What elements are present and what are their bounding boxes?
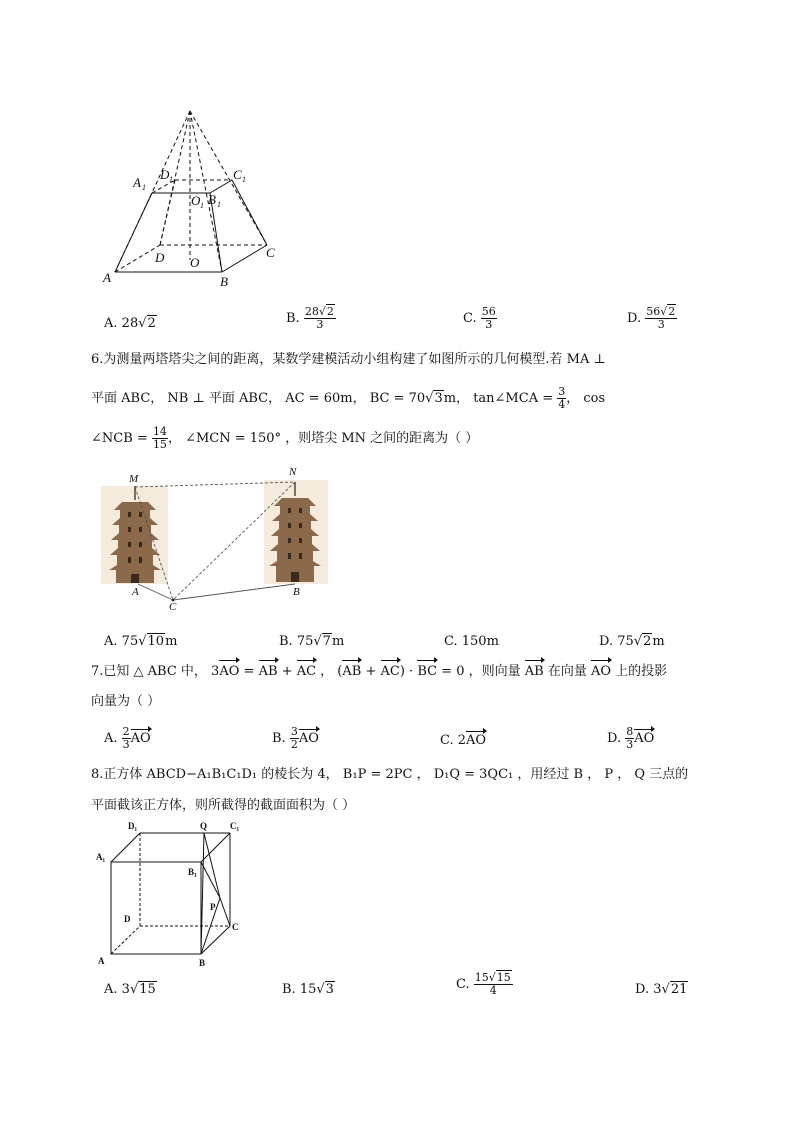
label-A1: A₁	[96, 852, 106, 862]
svg-text:1: 1	[169, 175, 173, 184]
label-C1: C₁	[230, 821, 240, 831]
q5-option-c[interactable]: C. $\frac{56}{3}$	[463, 305, 496, 331]
label-C1: C	[233, 167, 242, 182]
label-C: C	[232, 922, 239, 932]
label-B1: B₁	[188, 867, 197, 877]
label-D1: D	[160, 167, 170, 182]
q8-line2: 平面截该正方体，则所截得的截面面积为（ ）	[91, 798, 356, 813]
q7-line2: 向量为（ ）	[91, 694, 161, 709]
label-B: B	[199, 958, 206, 968]
q7-option-d[interactable]: D. $\frac{8}{3}$ AO	[607, 725, 655, 751]
q8-option-c[interactable]: C. $\frac{15√15}{4}$	[456, 971, 511, 997]
cube-figure	[90, 818, 250, 968]
svg-text:1: 1	[217, 200, 221, 209]
q7-option-c[interactable]: C. 2AO	[440, 733, 487, 748]
q6-option-c[interactable]: C. 150m	[444, 634, 499, 649]
label-B: B	[220, 274, 228, 289]
svg-text:1: 1	[242, 175, 246, 184]
label-O1: O	[191, 193, 201, 208]
label-A: A	[98, 956, 105, 966]
label-A: A	[103, 270, 111, 285]
q5-option-a[interactable]: A. 28√2	[104, 316, 156, 331]
q6-option-b[interactable]: B. 75√7m	[279, 634, 345, 649]
label-Q: Q	[200, 821, 208, 831]
q7-option-a[interactable]: A. $\frac{2}{3}$ AO	[104, 725, 151, 751]
q8-option-a[interactable]: A. 3√15	[104, 982, 156, 997]
q6-line3: ∠NCB = $\frac{14}{15}$ ， ∠MCN = 150° ，则塔尖 MN 之间的距离为（ ）	[91, 425, 479, 451]
label-N: N	[289, 466, 297, 478]
label-A1: A	[133, 175, 141, 190]
svg-text:1: 1	[200, 201, 204, 210]
q6-line1: 6.为测量两塔塔尖之间的距离，某数学建模活动小组构建了如图所示的几何模型.若 MA ⊥	[91, 352, 606, 367]
label-B: B	[293, 586, 300, 598]
pagoda-figure	[98, 462, 338, 610]
label-B1: B	[208, 192, 216, 207]
q7-line1: 7.已知 △ ABC 中， 3AO = AB + AC ， (AB + AC) · BC = 0 ，则向量 AB 在向量 AO 上的投影	[91, 662, 667, 682]
label-C: C	[266, 245, 275, 260]
q8-option-b[interactable]: B. 15√3	[282, 982, 334, 997]
svg-text:1: 1	[142, 183, 146, 192]
q6-line2: 平面 ABC， NB ⊥ 平面 ABC， AC = 60m， BC = 70√3m， tan∠MCA = $\frac{3}{4}$ ， cos	[91, 385, 606, 411]
q6-option-d[interactable]: D. 75√2m	[599, 634, 665, 649]
q5-option-d[interactable]: D. $\frac{56√2}{3}$	[627, 305, 676, 331]
q8-line1: 8.正方体 ABCD−A₁B₁C₁D₁ 的棱长为 4， B₁P = 2PC ， D₁Q = 3QC₁ ，用经过 B ， P ， Q 三点的	[91, 767, 689, 782]
q6-option-a[interactable]: A. 75√10m	[104, 634, 178, 649]
label-P: P	[210, 902, 216, 912]
q7-option-b[interactable]: B. $\frac{3}{2}$ AO	[272, 725, 319, 751]
q5-option-b[interactable]: B. $\frac{28√2}{3}$	[286, 305, 334, 331]
label-D: D	[124, 914, 131, 924]
q8-option-d[interactable]: D. 3√21	[635, 982, 688, 997]
label-D1: D₁	[128, 821, 138, 831]
label-O: O	[190, 255, 200, 270]
label-A: A	[132, 586, 139, 598]
label-C: C	[169, 601, 177, 610]
label-M: M	[129, 473, 139, 485]
frustum-figure	[100, 105, 290, 295]
label-D: D	[155, 250, 165, 265]
